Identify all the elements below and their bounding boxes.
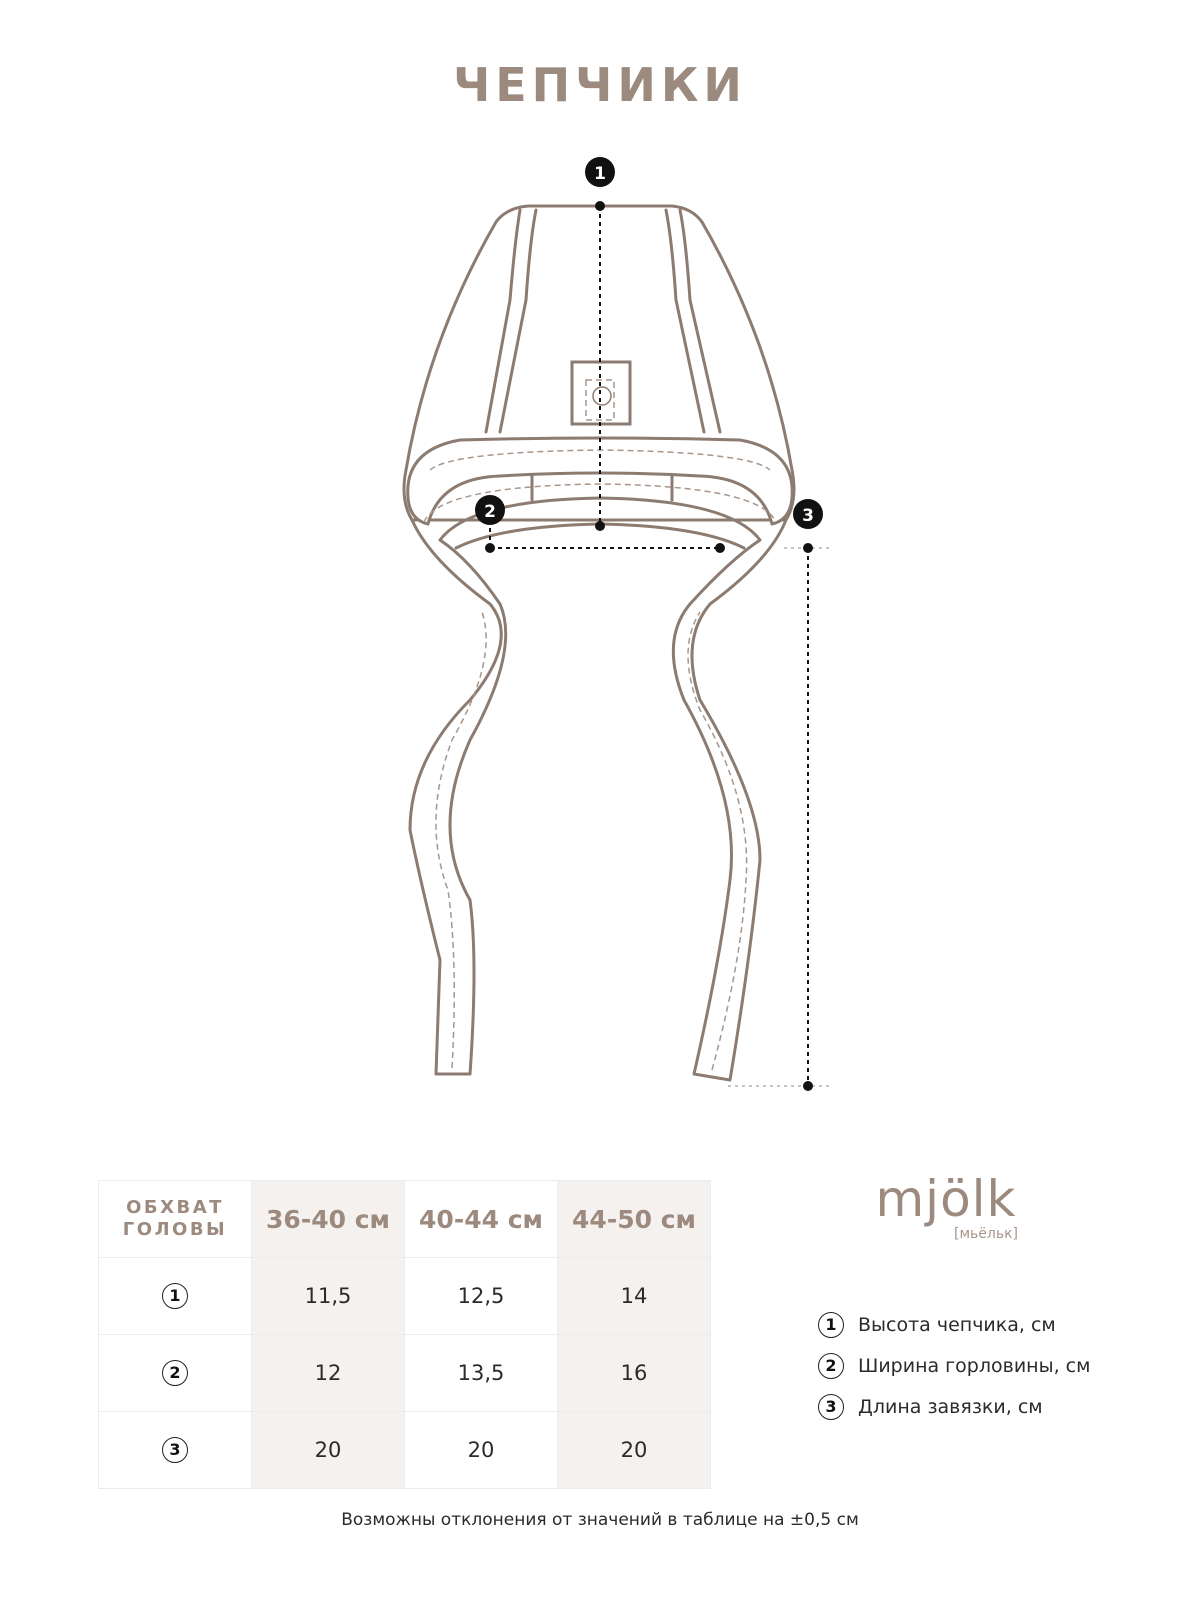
page-title: ЧЕПЧИКИ — [453, 58, 747, 112]
marker-2-icon: 2 — [162, 1360, 188, 1386]
table-cell: 20 — [252, 1412, 405, 1489]
table-cell: 20 — [405, 1412, 558, 1489]
svg-text:3: 3 — [802, 506, 814, 526]
marker-1 — [585, 157, 615, 187]
marker-3-icon: 3 — [818, 1394, 844, 1420]
svg-text:2: 2 — [484, 502, 496, 522]
size-column-header: 44-50 см — [558, 1181, 711, 1258]
svg-text:1: 1 — [594, 164, 606, 184]
legend-label: Ширина горловины, см — [858, 1354, 1091, 1377]
table-row — [99, 1335, 711, 1412]
legend — [818, 1304, 1090, 1427]
table-cell: 12,5 — [405, 1258, 558, 1335]
marker-3-icon: 3 — [162, 1437, 188, 1463]
table-cell: 13,5 — [405, 1335, 558, 1412]
row-marker — [99, 1335, 252, 1412]
row-marker — [99, 1258, 252, 1335]
marker-2 — [475, 495, 505, 525]
table-row — [99, 1258, 711, 1335]
size-column-header: 40-44 см — [405, 1181, 558, 1258]
brand-name: mjölk — [875, 1170, 1017, 1228]
marker-1-icon: 1 — [162, 1283, 188, 1309]
legend-item — [818, 1304, 1090, 1345]
footnote: Возможны отклонения от значений в таблице на ±0,5 см — [341, 1510, 859, 1530]
brand-logo — [866, 1172, 1026, 1242]
brand-pronunciation: [мьёльк] — [953, 1226, 1018, 1242]
marker-3 — [793, 499, 823, 529]
size-table — [98, 1180, 711, 1489]
table-cell: 12 — [252, 1335, 405, 1412]
table-cell: 14 — [558, 1258, 711, 1335]
legend-label: Длина завязки, см — [858, 1395, 1043, 1418]
legend-label: Высота чепчика, см — [858, 1313, 1056, 1336]
table-cell: 11,5 — [252, 1258, 405, 1335]
table-row — [99, 1412, 711, 1489]
marker-2-icon: 2 — [818, 1353, 844, 1379]
marker-1-icon: 1 — [818, 1312, 844, 1338]
table-cell: 20 — [558, 1412, 711, 1489]
table-header-row — [99, 1181, 711, 1258]
head-circumference-label: ОБХВАТ ГОЛОВЫ — [99, 1181, 252, 1258]
legend-item — [818, 1386, 1090, 1427]
row-marker — [99, 1412, 252, 1489]
size-column-header: 36-40 см — [252, 1181, 405, 1258]
legend-item — [818, 1345, 1090, 1386]
table-cell: 16 — [558, 1335, 711, 1412]
